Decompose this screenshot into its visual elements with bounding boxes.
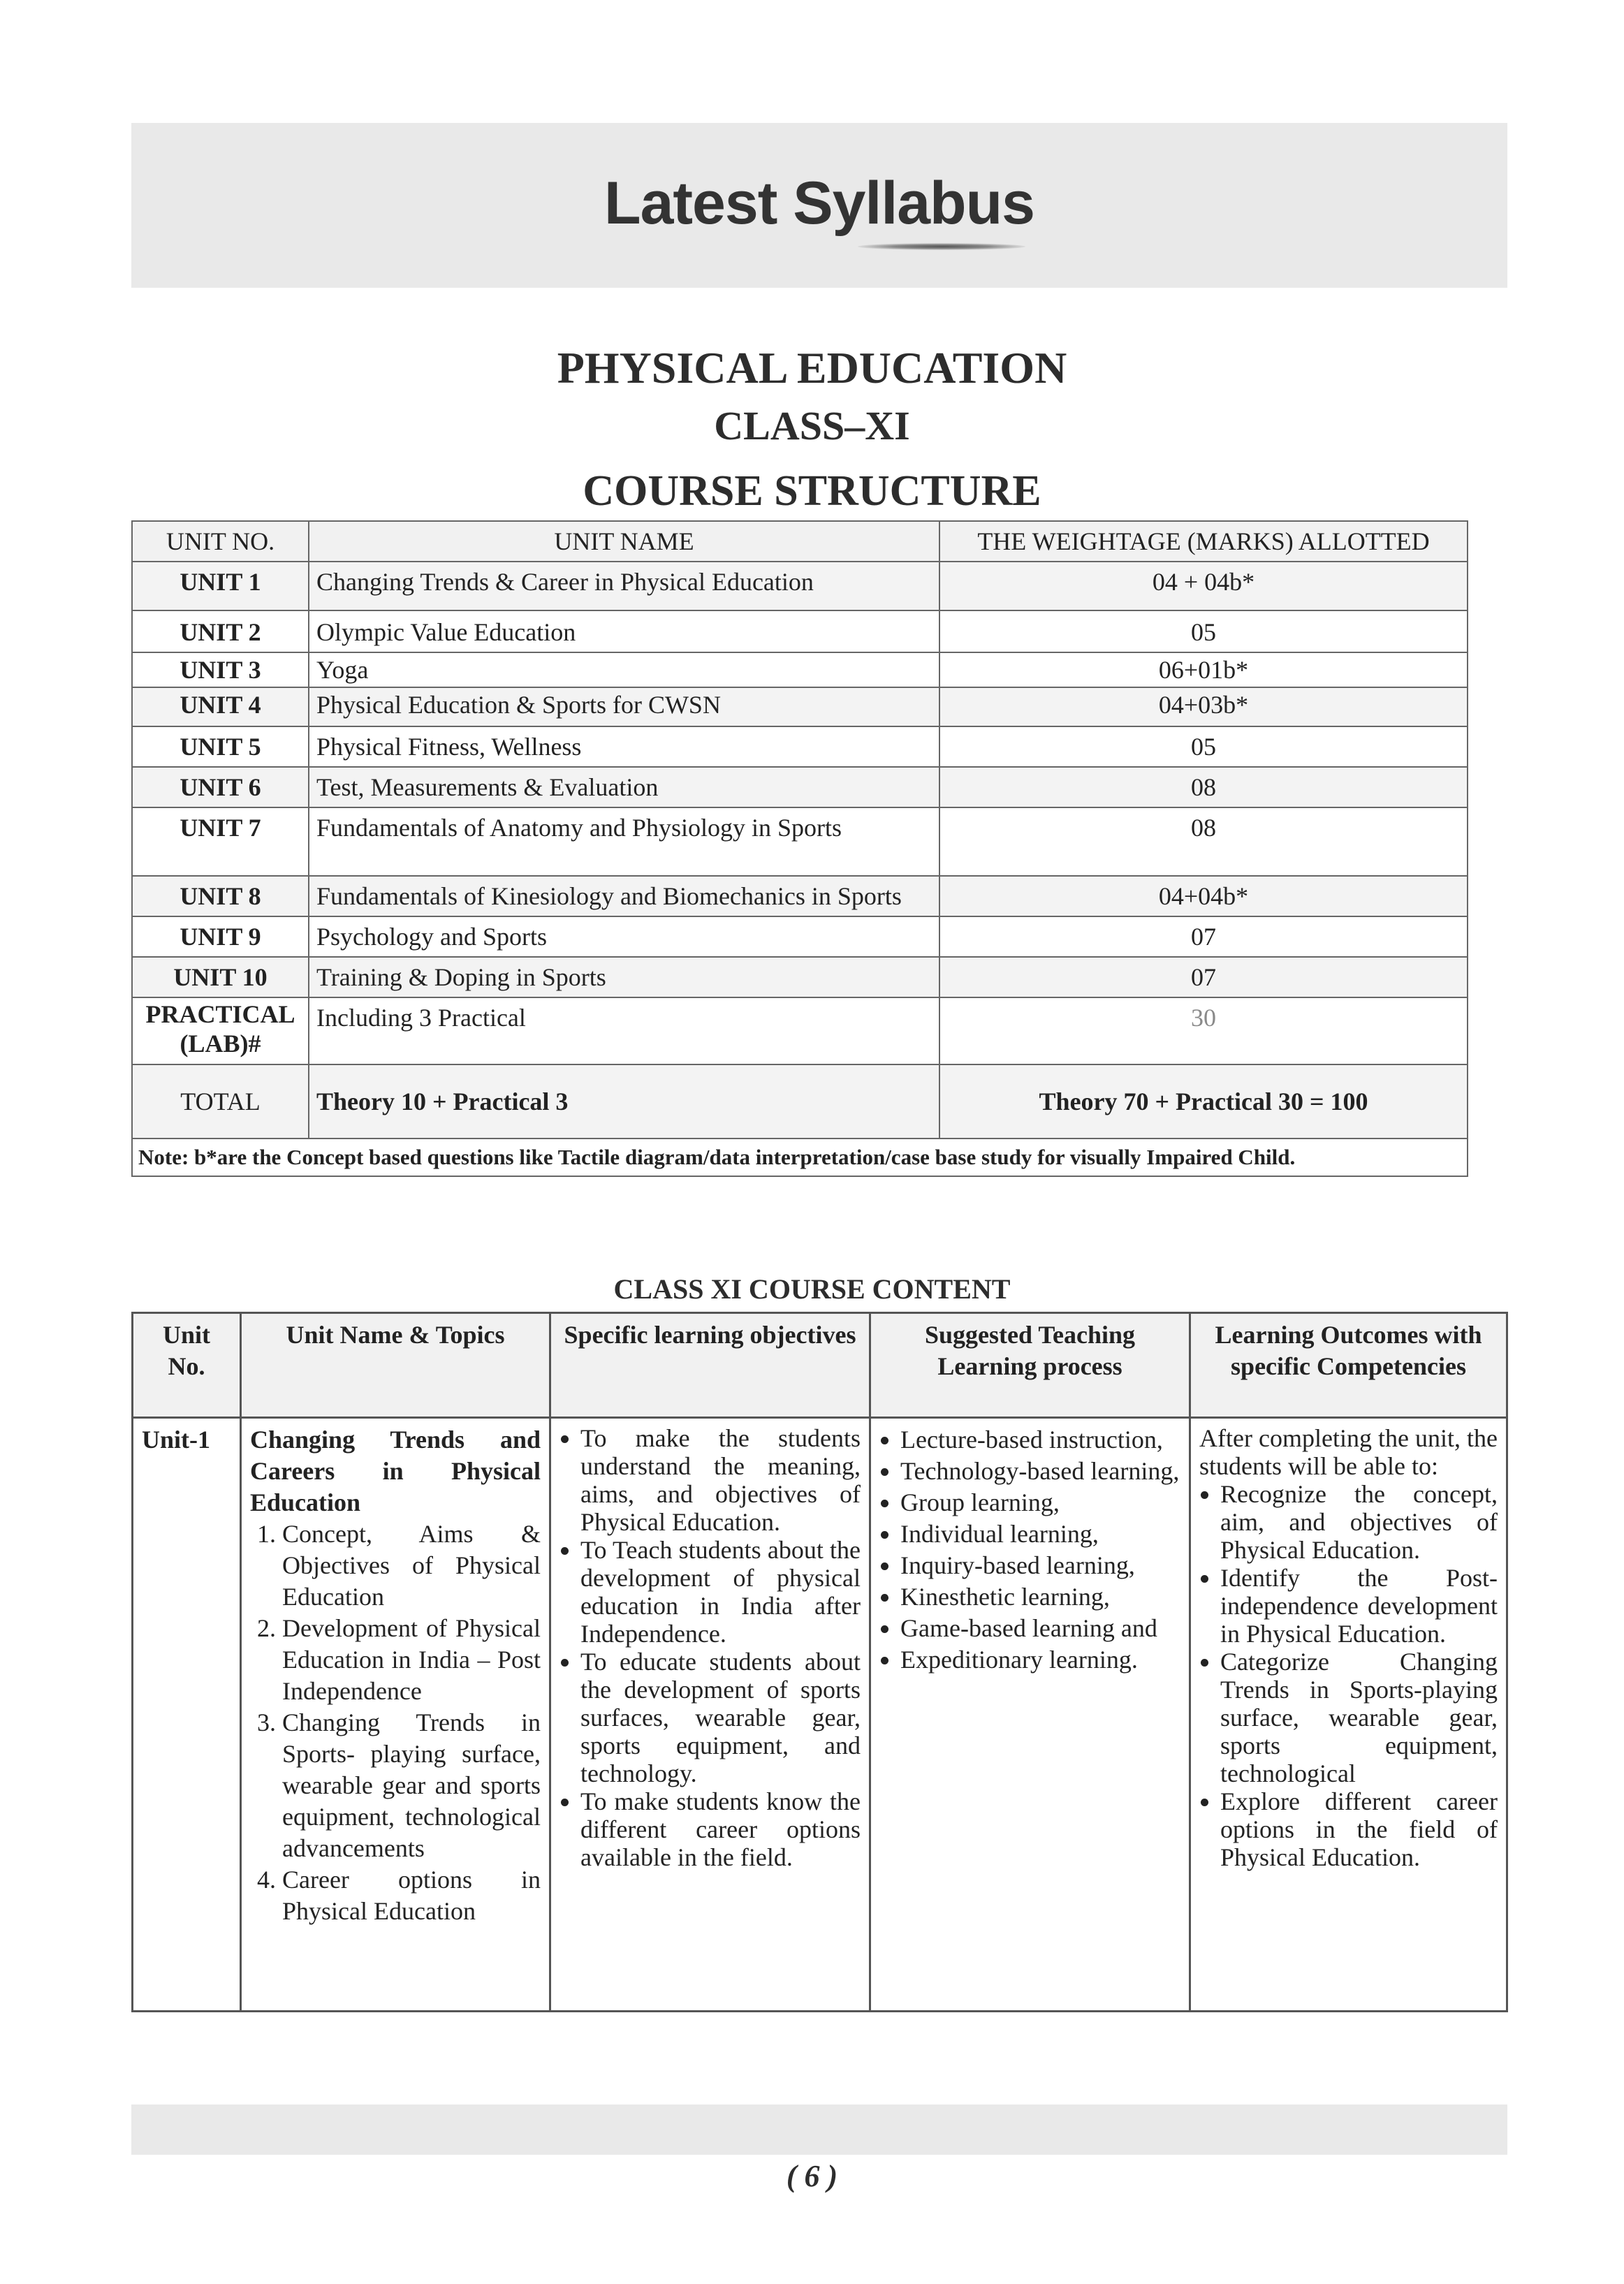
unit-marks: 05	[939, 726, 1468, 767]
unit-no: UNIT 5	[132, 726, 309, 767]
list-item: • Technology-based learning,	[900, 1456, 1180, 1487]
unit-name: Fundamentals of Kinesiology and Biomechanics in Sports	[309, 876, 939, 916]
list-item: • Expeditionary learning.	[900, 1644, 1180, 1676]
unit-no: Unit-1	[133, 1418, 241, 2012]
footer-band	[131, 2104, 1507, 2155]
process-list	[879, 1424, 1180, 1676]
total-row	[132, 1064, 1468, 1139]
list-item: • Group learning,	[900, 1487, 1180, 1518]
objectives-cell	[550, 1418, 870, 2012]
table-row	[132, 916, 1468, 957]
unit-no: UNIT 2	[132, 610, 309, 652]
banner-title: Latest Syllabus	[604, 170, 1034, 237]
unit-marks: 07	[939, 916, 1468, 957]
course-structure-table	[131, 520, 1468, 1177]
total-units: Theory 10 + Practical 3	[309, 1064, 939, 1139]
list-item: • Lecture-based instruction,	[900, 1424, 1180, 1456]
list-item: • To Teach students about the development of physical education in India after Independence.	[580, 1536, 861, 1648]
header-outcomes: Learning Outcomes with specific Competencies	[1190, 1313, 1507, 1418]
unit-title: Changing Trends and Careers in Physical Education	[250, 1426, 541, 1516]
class-title: CLASS–XI	[714, 403, 910, 448]
table-row	[132, 687, 1468, 726]
unit-name: Including 3 Practical	[309, 997, 939, 1064]
unit-marks: 05	[939, 610, 1468, 652]
unit-marks: 04+03b*	[939, 687, 1468, 726]
list-item: • Inquiry-based learning,	[900, 1550, 1180, 1581]
unit-marks: 08	[939, 807, 1468, 876]
unit-marks: 04 + 04b*	[939, 562, 1468, 610]
table-row	[132, 957, 1468, 997]
unit-no: UNIT 9	[132, 916, 309, 957]
list-item: 1. Concept, Aims & Objectives of Physical Education	[282, 1518, 541, 1613]
list-item: 3. Changing Trends in Sports- playing surface, wearable gear and sports equipment, technological advancements	[282, 1707, 541, 1864]
list-item: • Individual learning,	[900, 1518, 1180, 1550]
unit-name: Training & Doping in Sports	[309, 957, 939, 997]
table-row	[132, 767, 1468, 807]
header-banner	[131, 123, 1507, 288]
list-item: 4. Career options in Physical Education	[282, 1864, 541, 1927]
list-item: • Categorize Changing Trends in Sports-playing surface, wearable gear, sports equipment, technological	[1220, 1648, 1498, 1787]
objectives-list	[559, 1424, 861, 1871]
table-row	[132, 997, 1468, 1064]
unit-name: Test, Measurements & Evaluation	[309, 767, 939, 807]
total-label: TOTAL	[132, 1064, 309, 1139]
unit-name: Fundamentals of Anatomy and Physiology in Sports	[309, 807, 939, 876]
unit-no: UNIT 3	[132, 652, 309, 687]
note-row	[132, 1139, 1468, 1176]
header-unit-no: UNIT NO.	[132, 521, 309, 562]
unit-no: UNIT 4	[132, 687, 309, 726]
header-objectives: Specific learning objectives	[550, 1313, 870, 1418]
list-item: • To educate students about the development of sports surfaces, wearable gear, sports equipment, and technology.	[580, 1648, 861, 1787]
unit-marks: 06+01b*	[939, 652, 1468, 687]
unit-no: UNIT 6	[132, 767, 309, 807]
outcomes-list	[1199, 1480, 1498, 1871]
list-item: • Recognize the concept, aim, and objectives of Physical Education.	[1220, 1480, 1498, 1564]
table-row	[132, 652, 1468, 687]
header-weightage: THE WEIGHTAGE (MARKS) ALLOTTED	[939, 521, 1468, 562]
table-header-row	[132, 521, 1468, 562]
header-process: Suggested Teaching Learning process	[870, 1313, 1190, 1418]
table-row	[132, 726, 1468, 767]
course-content-table	[131, 1312, 1508, 2012]
banner-underline	[858, 243, 1025, 250]
section-title: COURSE STRUCTURE	[583, 467, 1041, 515]
unit-marks: 08	[939, 767, 1468, 807]
unit-no: UNIT 10	[132, 957, 309, 997]
process-cell	[870, 1418, 1190, 2012]
list-item: • Explore different career options in the field of Physical Education.	[1220, 1787, 1498, 1871]
unit-marks: 07	[939, 957, 1468, 997]
unit-no: PRACTICAL (LAB)#	[132, 997, 309, 1064]
note-text: Note: b*are the Concept based questions like Tactile diagram/data interpretation/case base study for visually Impaired Child.	[132, 1139, 1468, 1176]
topics-list	[250, 1518, 541, 1927]
course-content-title: CLASS XI COURSE CONTENT	[613, 1273, 1011, 1305]
total-marks: Theory 70 + Practical 30 = 100	[939, 1064, 1468, 1139]
unit-marks: 30	[939, 997, 1468, 1064]
header-unit-no: Unit No.	[133, 1313, 241, 1418]
table-header-row	[133, 1313, 1507, 1418]
header-unit-name: UNIT NAME	[309, 521, 939, 562]
unit-no: UNIT 8	[132, 876, 309, 916]
table-row	[132, 610, 1468, 652]
table-row	[132, 876, 1468, 916]
list-item: 2. Development of Physical Education in India – Post Independence	[282, 1613, 541, 1707]
unit-name: Olympic Value Education	[309, 610, 939, 652]
unit-name: Psychology and Sports	[309, 916, 939, 957]
table-row	[132, 807, 1468, 876]
list-item: • To make students know the different career options available in the field.	[580, 1787, 861, 1871]
header-topics: Unit Name & Topics	[241, 1313, 550, 1418]
list-item: • To make the students understand the meaning, aims, and objectives of Physical Education.	[580, 1424, 861, 1536]
subject-title: PHYSICAL EDUCATION	[557, 343, 1067, 393]
table-row	[132, 562, 1468, 610]
unit-name: Yoga	[309, 652, 939, 687]
outcomes-intro: After completing the unit, the students will be able to:	[1199, 1424, 1498, 1480]
list-item: • Game-based learning and	[900, 1613, 1180, 1644]
unit-no: UNIT 7	[132, 807, 309, 876]
unit-marks: 04+04b*	[939, 876, 1468, 916]
page-number: ( 6 )	[786, 2159, 838, 2193]
table-row	[133, 1418, 1507, 2012]
outcomes-cell	[1190, 1418, 1507, 2012]
unit-no: UNIT 1	[132, 562, 309, 610]
unit-name: Physical Education & Sports for CWSN	[309, 687, 939, 726]
unit-name: Physical Fitness, Wellness	[309, 726, 939, 767]
topics-cell	[241, 1418, 550, 2012]
unit-name: Changing Trends & Career in Physical Education	[309, 562, 939, 610]
list-item: • Kinesthetic learning,	[900, 1581, 1180, 1613]
list-item: • Identify the Post-independence development in Physical Education.	[1220, 1564, 1498, 1648]
